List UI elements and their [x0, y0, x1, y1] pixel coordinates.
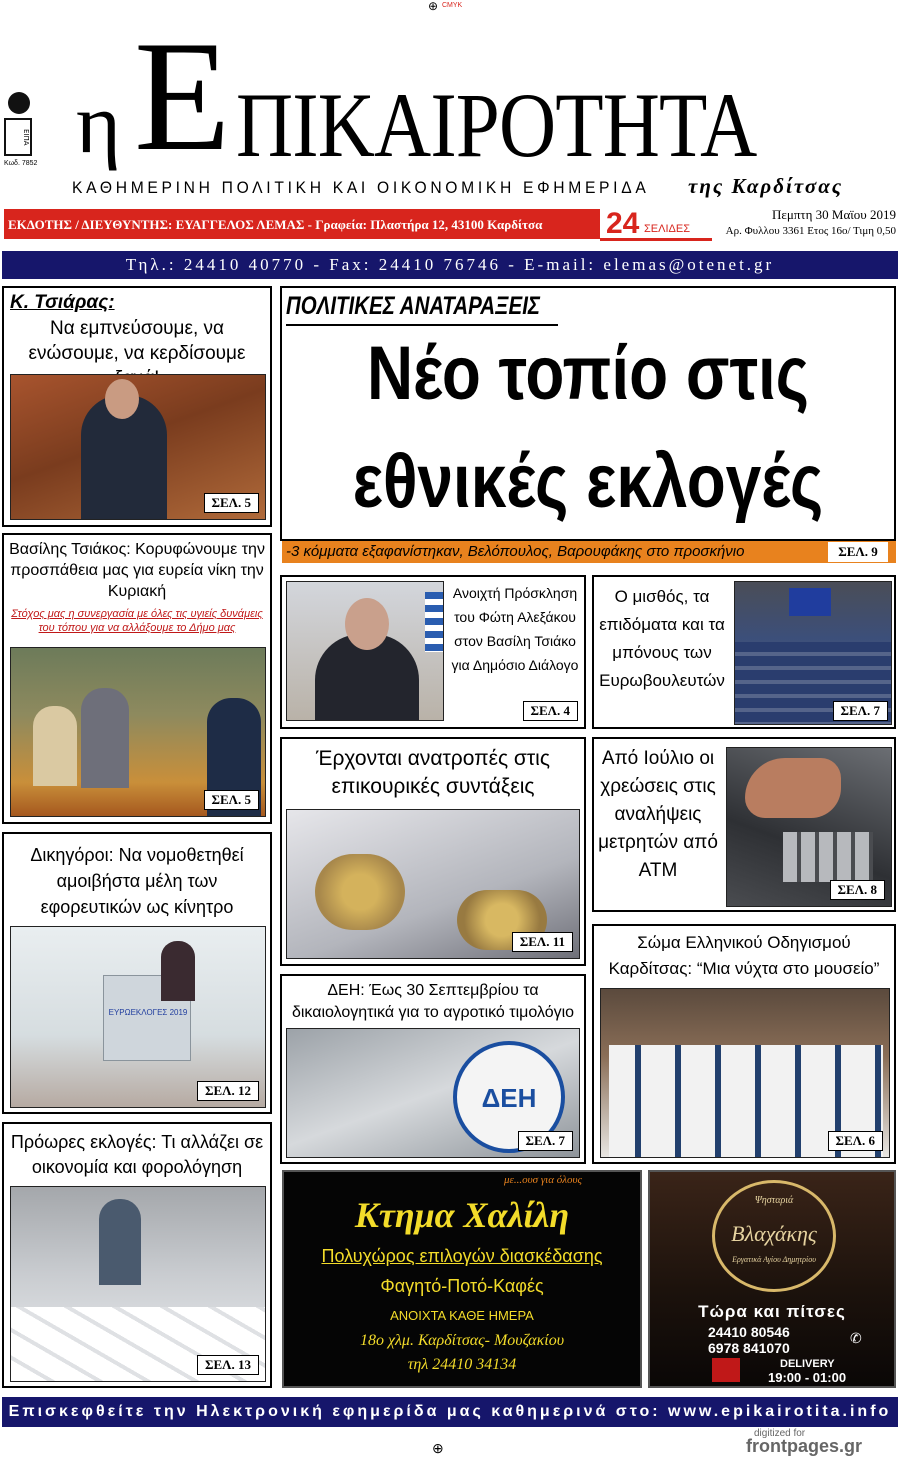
person-1: [33, 706, 77, 786]
title-prefix: η: [76, 75, 121, 171]
cmyk-label: CMYK: [442, 2, 463, 9]
story-tsiakos[interactable]: [2, 533, 272, 824]
ad-logo-ring: [712, 1180, 836, 1292]
pages-label: ΣΕΛΙΔΕΣ: [644, 223, 691, 235]
ad-name: Βλαχάκης: [731, 1221, 817, 1246]
page-ref: ΣΕΛ. 8: [830, 880, 886, 900]
ad-line2: Φαγητό-Ποτό-Καφές: [380, 1276, 544, 1296]
pages-badge: [600, 207, 712, 241]
person-2: [81, 688, 129, 788]
ad-phone: τηλ 24410 34134: [407, 1356, 517, 1373]
page-ref: ΣΕΛ. 7: [518, 1131, 574, 1151]
person-head: [345, 598, 389, 650]
contact-text: Τηλ.: 24410 40770 - Fax: 24410 76746 - E-mail: elemas@otenet.gr: [125, 255, 775, 274]
info-bar: [4, 209, 712, 239]
story-deh[interactable]: [280, 974, 586, 1164]
main-subhead-bar: [282, 541, 896, 563]
coin-stack-1: [315, 854, 405, 930]
story-mep[interactable]: [592, 575, 896, 729]
main-kicker: ΠΟΛΙΤΙΚΕΣ ΑΝΑΤΑΡΑΞΕΙΣ: [286, 292, 541, 320]
story-title: Δικηγόροι: Να νομοθετηθεί αμοιβήστα μέλη των εφορευτικών ως κίνητρο: [30, 845, 244, 917]
main-page-ref: ΣΕΛ. 9: [828, 542, 888, 562]
story-sub: Στόχος μας η συνεργασία με όλες τις υγιείς δυνάμεις του τόπου για να αλλάξουμε το Δήμο μας: [11, 608, 263, 634]
ad-vlachakis[interactable]: [648, 1170, 896, 1388]
early-photo: [10, 1186, 266, 1382]
story-title: ΔΕΗ: Έως 30 Σεπτεμβρίου τα δικαιολογητικά για το αγροτικό τιμολόγιο: [291, 982, 575, 1021]
title-big-letter: Ε: [134, 9, 231, 184]
page-ref: ΣΕΛ. 5: [204, 493, 260, 513]
ad-ktima[interactable]: [282, 1170, 642, 1388]
footer-bar: [2, 1397, 898, 1427]
story-title: Να εμπνεύσουμε, να ενώσουμε, να κερδίσουμε: [28, 318, 246, 364]
main-subhead: -3 κόμματα εξαφανίστηκαν, Βελόπουλος, Βαρουφάκης στο προσκήνιο: [286, 543, 745, 560]
page-ref: ΣΕΛ. 7: [833, 701, 889, 721]
story-pensions[interactable]: [280, 737, 586, 966]
logo-code: Κωδ. 7852: [4, 160, 38, 167]
ballot-label: ΕΥΡΩΕΚΛΟΓΕΣ 2019: [108, 1008, 188, 1017]
page-ref: ΣΕΛ. 12: [197, 1081, 259, 1101]
story-title: Πρόωρες εκλογές: Τι αλλάζει σε οικονομία και φορολόγηση: [10, 1132, 264, 1177]
title-rest: ΠΙΚΑΙΡΟΤΗΤΑ: [236, 74, 757, 176]
delivery-icon: [712, 1358, 740, 1382]
kicker-underline: [286, 324, 558, 326]
subtitle: ΚΑΘΗΜΕΡΙΝΗ ΠΟΛΙΤΙΚΗ ΚΑΙ ΟΙΚΟΝΟΜΙΚΗ ΕΦΗΜΕΡΙΔΑ: [72, 178, 650, 197]
ad-name: Κτημα Χαλίλη: [354, 1195, 570, 1235]
story-name: Κ. Τσιάρας:: [10, 292, 115, 313]
owl-icon: [8, 92, 30, 114]
ad-tagline: με...ουσ για όλους: [504, 1174, 583, 1186]
ad-small-bottom: Εργατικά Αγίου Δημητρίου: [732, 1255, 816, 1264]
alexakos-photo: [286, 581, 444, 721]
issue-date: Πεμπτη 30 Μαϊου 2019: [772, 207, 896, 222]
keypad: [783, 832, 873, 882]
story-title: Ανοιχτή Πρόσκληση του Φώτη Αλεξάκου στον Βασίλη Τσιάκο για Δημόσιο Διάλογο: [451, 585, 579, 673]
publisher-line: ΕΚΔΟΤΗΣ / ΔΙΕΥΘΥΝΤΗΣ: ΕΥΑΓΓΕΛΟΣ ΛΕΜΑΣ - Γραφεία: Πλαστήρα 12, 43100 Καρδίτσα: [8, 217, 543, 232]
ad-phone2: 6978 841070: [708, 1340, 790, 1356]
story-guides[interactable]: [592, 924, 896, 1164]
story-title: Από Ιούλιο οι χρεώσεις στις αναλήψεις μετρητών από ΑΤΜ: [598, 748, 718, 881]
ad-phone1: 24410 80546: [708, 1324, 790, 1340]
ad-address: 18ο χλμ. Καρδίτσας- Μουζακίου: [359, 1332, 565, 1349]
page-ref: ΣΕΛ. 4: [523, 701, 579, 721]
story-atm[interactable]: [592, 737, 896, 912]
page-ref: ΣΕΛ. 5: [204, 790, 260, 810]
page-ref: ΣΕΛ. 13: [197, 1355, 259, 1375]
footer-text: Επισκεφθείτε την Ηλεκτρονική εφημερίδα μας καθημερινά στο: www.epikairotita.info: [8, 1403, 892, 1420]
tsiaras-photo: [10, 374, 266, 520]
digitized-label: digitized for: [754, 1428, 806, 1439]
page-ref: ΣΕΛ. 6: [828, 1131, 884, 1151]
guides-photo: [600, 988, 890, 1158]
hand: [745, 758, 841, 818]
lawyers-photo: [10, 926, 266, 1108]
main-story[interactable]: [280, 286, 896, 541]
crosshair-icon: ⊕: [428, 0, 439, 13]
eu-flag: [789, 588, 831, 616]
story-early-elections[interactable]: [2, 1122, 272, 1388]
frontpages-link[interactable]: frontpages.gr: [746, 1436, 863, 1456]
main-headline-2: εθνικές εκλογές: [352, 439, 824, 524]
page-ref: ΣΕΛ. 11: [512, 932, 573, 952]
story-alexakos[interactable]: [280, 575, 586, 729]
ad-hours: 19:00 - 01:00: [768, 1370, 847, 1385]
greek-flag: [425, 592, 443, 652]
story-lawyers[interactable]: [2, 832, 272, 1114]
logo-badge: ΕΙΠΑ: [4, 118, 32, 156]
phone-icon: ✆: [850, 1330, 862, 1346]
story-tsiaras[interactable]: [2, 286, 272, 527]
issue-number: Αρ. Φυλλου 3361 Ετος 16ο/ Τιμη 0,50: [725, 225, 896, 237]
voter: [99, 1199, 141, 1285]
tsiakos-photo: [10, 647, 266, 817]
contact-bar: [2, 251, 898, 279]
crosshair-icon: ⊕: [432, 1440, 444, 1456]
registration-mark: [428, 0, 478, 12]
ad-line1: Πολυχώρος επιλογών διασκέδασης: [321, 1246, 603, 1266]
subtitle-city: της Καρδίτσας: [688, 174, 844, 198]
story-title: Ο μισθός, τα επιδόματα και τα μπόνους των Ευρωβουλευτών: [599, 587, 725, 690]
ad-line3: ΑΝΟΙΧΤΑ ΚΑΘΕ ΗΜΕΡΑ: [390, 1308, 534, 1323]
masthead: [0, 9, 900, 204]
pages-number: 24: [606, 207, 640, 240]
speaker-head: [105, 379, 139, 419]
ad-line1: Τώρα και πίτσες: [698, 1302, 846, 1321]
atm-photo: [726, 747, 892, 907]
deh-logo-text: ΔΕΗ: [481, 1083, 537, 1113]
story-title: Έρχονται ανατροπές στις επικουρικές συντάξεις: [316, 747, 550, 798]
ad-delivery: DELIVERY: [780, 1358, 835, 1370]
ad-small-top: Ψησταριά: [754, 1195, 794, 1206]
deh-photo: [286, 1028, 580, 1158]
person: [161, 941, 195, 1001]
pensions-photo: [286, 809, 580, 959]
story-title: Βασίλης Τσιάκος: Κορυφώνουμε την προσπάθεια μας για ευρεία νίκη την Κυριακή: [9, 541, 265, 600]
story-title: Σώμα Ελληνικού Οδηγισμού Καρδίτσας: “Μια νύχτα στο μουσείο”: [608, 933, 880, 978]
main-headline-1: Νέο τοπίο στις: [366, 331, 810, 416]
publisher-logo: [4, 92, 36, 172]
